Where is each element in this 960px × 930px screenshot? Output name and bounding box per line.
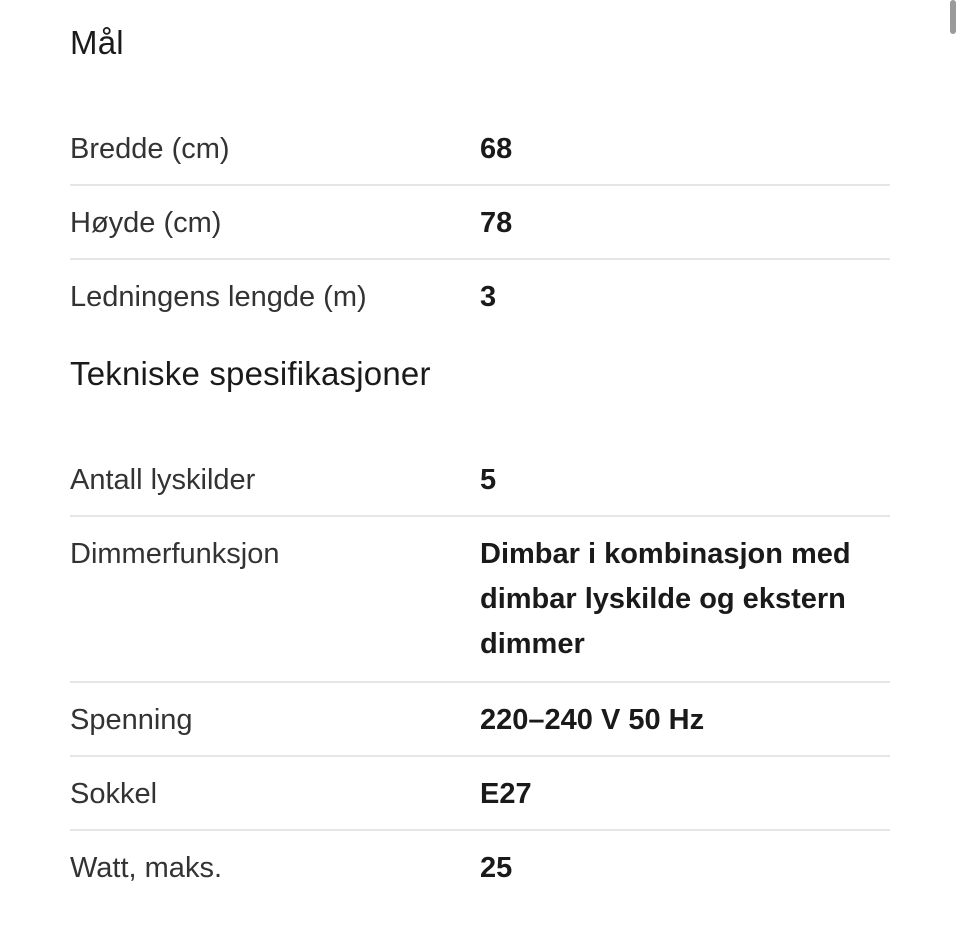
- spec-value: E27: [480, 778, 532, 810]
- spec-label: Dimmerfunksjon: [70, 538, 280, 570]
- spec-row-voltage: [70, 683, 890, 757]
- spec-label: Spenning: [70, 704, 193, 736]
- spec-row-max-watt: [70, 831, 890, 905]
- spec-label: Sokkel: [70, 778, 158, 810]
- spec-row-cord-length: [70, 260, 890, 334]
- spec-value: 78: [480, 207, 513, 239]
- spec-label: Antall lyskilder: [70, 464, 256, 496]
- section-title-technical-specs: Tekniske spesifikasjoner: [70, 355, 431, 392]
- spec-row-socket: [70, 757, 890, 831]
- spec-label: Høyde (cm): [70, 207, 222, 239]
- spec-label: Bredde (cm): [70, 133, 230, 165]
- section-title-dimensions: Mål: [70, 24, 124, 61]
- spec-row-light-sources: [70, 443, 890, 517]
- technical-specs-table: [70, 443, 890, 905]
- spec-row-width: [70, 112, 890, 186]
- spec-value: 5: [480, 464, 497, 496]
- spec-label: Watt, maks.: [70, 852, 222, 884]
- spec-value: 220–240 V 50 Hz: [480, 704, 705, 736]
- dimensions-table: [70, 112, 890, 334]
- scrollbar[interactable]: [950, 0, 956, 34]
- spec-value: 3: [480, 281, 497, 313]
- spec-value: Dimbar i kombinasjon med dimbar lyskilde og ekstern dimmer: [480, 538, 851, 660]
- spec-row-height: [70, 186, 890, 260]
- dimensions-section: [70, 24, 890, 334]
- technical-specs-section: [70, 355, 890, 905]
- spec-value: 68: [480, 133, 513, 165]
- spec-value: 25: [480, 852, 513, 884]
- spec-label: Ledningens lengde (m): [70, 281, 367, 313]
- spec-row-dimmer: [70, 517, 890, 683]
